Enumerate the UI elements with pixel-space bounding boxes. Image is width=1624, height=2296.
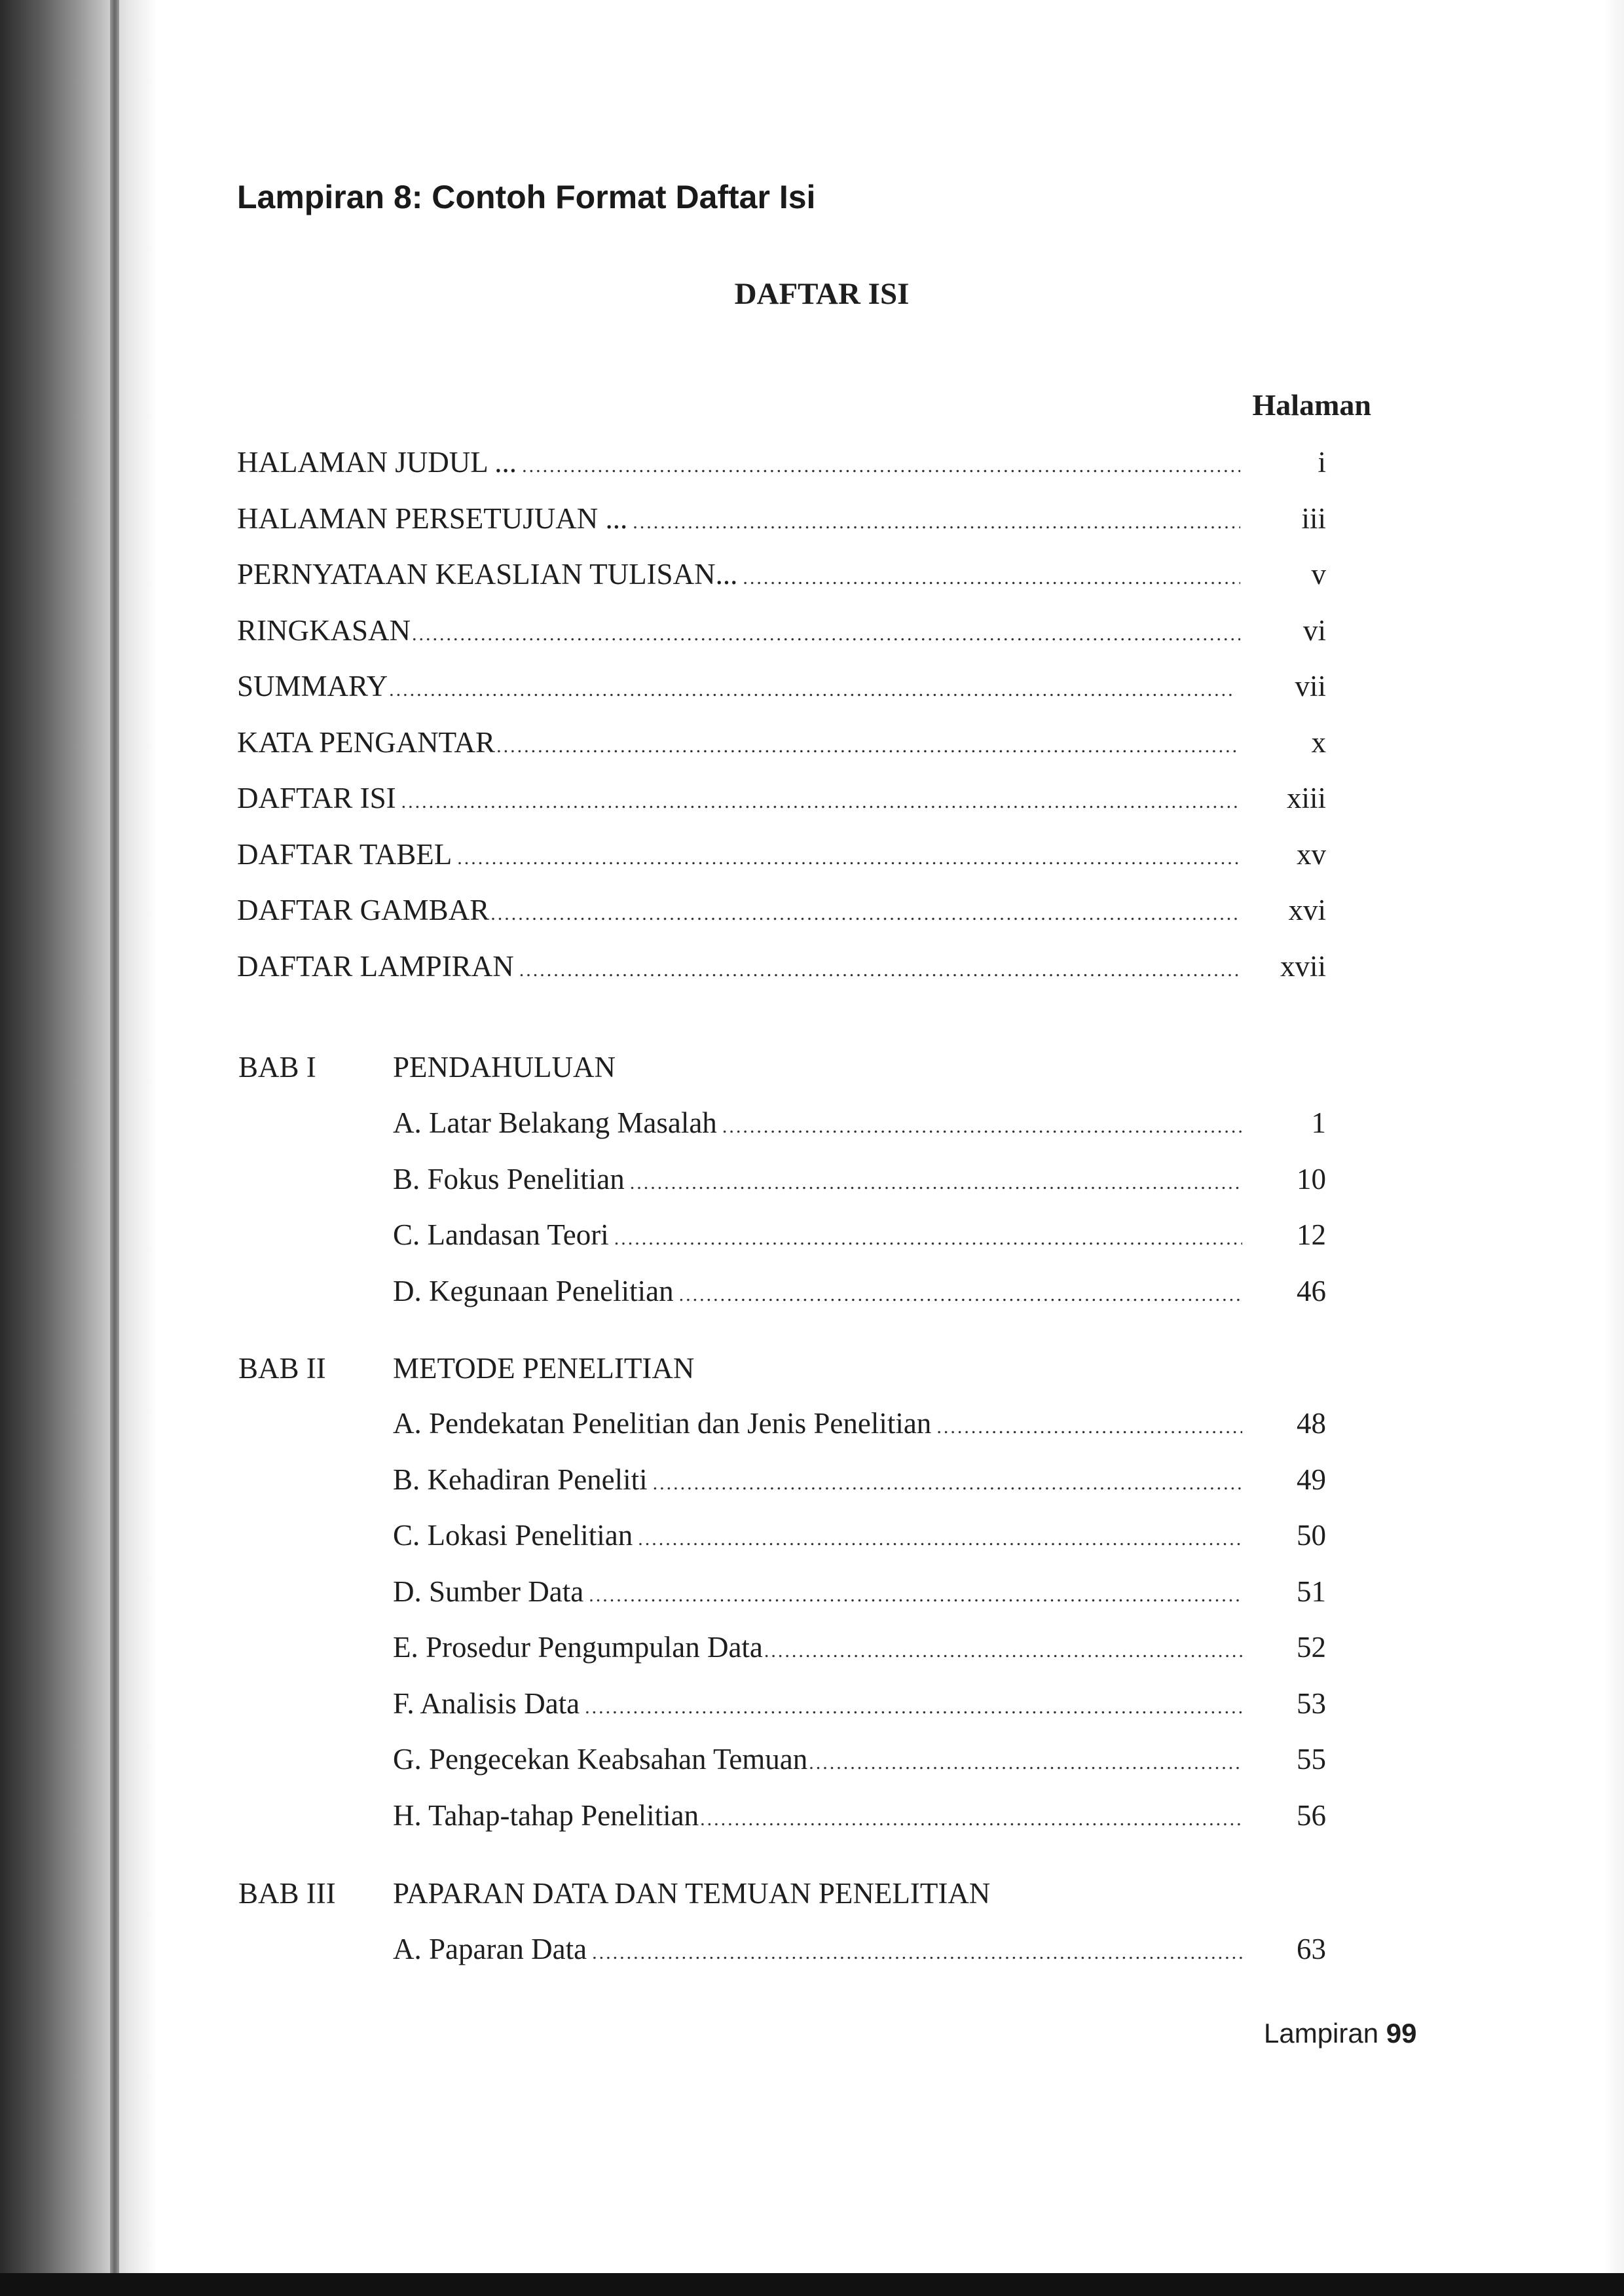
chapter-label: BAB I xyxy=(238,1051,316,1084)
toc-section xyxy=(393,1630,1247,1669)
chapter-label: BAB II xyxy=(238,1352,326,1385)
dot-leader xyxy=(809,1752,1242,1774)
toc-section xyxy=(393,1274,1247,1313)
toc-section-page: 50 xyxy=(1297,1519,1326,1552)
toc-entry-label: DAFTAR GAMBAR xyxy=(237,894,490,926)
toc-section-page: 10 xyxy=(1297,1163,1326,1195)
toc-entry-page: i xyxy=(1318,446,1326,479)
dot-leader xyxy=(638,1528,1242,1550)
toc-entry-page: xiii xyxy=(1286,782,1326,814)
toc-section-page: 12 xyxy=(1297,1218,1326,1251)
dot-leader xyxy=(592,1942,1242,1964)
toc-entry-label: KATA PENGANTAR xyxy=(237,726,496,759)
dot-leader xyxy=(633,511,1240,534)
toc-section-page: 1 xyxy=(1311,1106,1326,1139)
toc-entry-label: PERNYATAAN KEASLIAN TULISAN... xyxy=(237,558,738,591)
toc-section-label: C. Landasan Teori xyxy=(393,1218,609,1251)
toc-section-label: C. Lokasi Penelitian xyxy=(393,1519,633,1552)
toc-section-page: 48 xyxy=(1297,1407,1326,1440)
chapter-title: PAPARAN DATA DAN TEMUAN PENELITIAN xyxy=(393,1877,991,1910)
chapter-title: PENDAHULUAN xyxy=(393,1051,616,1084)
footer-label: Lampiran xyxy=(1264,2018,1379,2049)
toc-entry-label: DAFTAR TABEL xyxy=(237,838,452,871)
toc-section xyxy=(393,1575,1247,1614)
binding-shadow xyxy=(0,0,157,2296)
toc-section-label: B. Kehadiran Peneliti xyxy=(393,1463,648,1496)
toc-entry xyxy=(237,613,1246,653)
toc-section-page: 56 xyxy=(1297,1799,1326,1832)
toc-section-label: A. Latar Belakang Masalah xyxy=(393,1106,717,1139)
dot-leader xyxy=(585,1696,1242,1719)
toc-section xyxy=(393,1518,1247,1558)
toc-section-page: 46 xyxy=(1297,1275,1326,1307)
toc-entry-page: x xyxy=(1311,726,1326,759)
dot-leader xyxy=(389,679,1234,701)
toc-section-page: 55 xyxy=(1297,1743,1326,1776)
toc-section-label: B. Fokus Penelitian xyxy=(393,1163,625,1195)
toc-entry xyxy=(237,557,1246,596)
toc-entry xyxy=(237,669,1239,708)
dot-leader xyxy=(412,623,1240,646)
toc-section-label: A. Paparan Data xyxy=(393,1933,587,1965)
page-column-header: Halaman xyxy=(1252,388,1371,422)
toc-entry-label: SUMMARY xyxy=(237,670,388,702)
toc-entry xyxy=(237,781,1246,820)
toc-section-page: 52 xyxy=(1297,1631,1326,1664)
toc-section xyxy=(393,1406,1247,1446)
toc-entry-page: vii xyxy=(1295,670,1326,702)
toc-section xyxy=(393,1686,1247,1726)
toc-entry xyxy=(237,837,1246,877)
toc-entry xyxy=(237,893,1246,932)
toc-section xyxy=(393,1742,1247,1781)
dot-leader xyxy=(519,959,1240,981)
toc-entry-page: xv xyxy=(1297,838,1326,871)
dot-leader xyxy=(722,1116,1242,1138)
toc-section-page: 63 xyxy=(1297,1933,1326,1965)
toc-entry xyxy=(237,725,1246,765)
dot-leader xyxy=(522,455,1240,477)
toc-entry-label: HALAMAN JUDUL ... xyxy=(237,446,517,479)
binding-edge xyxy=(110,0,119,2296)
page-title: DAFTAR ISI xyxy=(734,277,910,311)
toc-section xyxy=(393,1463,1247,1502)
dot-leader xyxy=(589,1584,1242,1607)
dot-leader xyxy=(490,903,1240,925)
toc-entry-page: iii xyxy=(1301,502,1326,535)
toc-entry-page: xvii xyxy=(1280,950,1326,983)
toc-section xyxy=(393,1106,1247,1145)
toc-section-page: 53 xyxy=(1297,1687,1326,1720)
toc-entry-label: RINGKASAN xyxy=(237,614,411,647)
chapter-title: METODE PENELITIAN xyxy=(393,1352,695,1385)
dot-leader xyxy=(700,1808,1242,1831)
toc-section-label: E. Prosedur Pengumpulan Data xyxy=(393,1631,763,1664)
toc-section xyxy=(393,1218,1247,1257)
page-number: 99 xyxy=(1386,2018,1417,2049)
dot-leader xyxy=(401,791,1240,813)
page-footer xyxy=(1264,2018,1417,2049)
toc-entry-label: HALAMAN PERSETUJUAN ... xyxy=(237,502,628,535)
toc-entry-label: DAFTAR LAMPIRAN xyxy=(237,950,514,983)
page-edge-shade xyxy=(1604,0,1624,2296)
dot-leader xyxy=(457,847,1240,869)
toc-section-label: A. Pendekatan Penelitian dan Jenis Penelitian xyxy=(393,1407,932,1440)
toc-section-page: 49 xyxy=(1297,1463,1326,1496)
dot-leader xyxy=(630,1172,1242,1194)
toc-entry-label: DAFTAR ISI xyxy=(237,782,396,814)
toc-section xyxy=(393,1798,1247,1838)
toc-section xyxy=(393,1932,1247,1971)
toc-section-label: D. Sumber Data xyxy=(393,1575,584,1608)
chapter-label: BAB III xyxy=(238,1877,336,1910)
toc-entry xyxy=(237,949,1246,989)
toc-section-label: D. Kegunaan Penelitian xyxy=(393,1275,674,1307)
dot-leader xyxy=(743,567,1240,589)
toc-entry-page: xvi xyxy=(1288,894,1326,926)
toc-section-label: H. Tahap-tahap Penelitian xyxy=(393,1799,699,1832)
toc-entry xyxy=(237,445,1246,484)
toc-section-page: 51 xyxy=(1297,1575,1326,1608)
toc-entry-page: vi xyxy=(1302,614,1326,647)
toc-entry-page: v xyxy=(1311,558,1326,591)
scan-border xyxy=(0,2273,1624,2296)
dot-leader xyxy=(936,1416,1242,1438)
dot-leader xyxy=(653,1472,1242,1495)
toc-section-label: G. Pengecekan Keabsahan Temuan xyxy=(393,1743,808,1776)
toc-section-label: F. Analisis Data xyxy=(393,1687,580,1720)
appendix-heading: Lampiran 8: Contoh Format Daftar Isi xyxy=(237,179,816,215)
dot-leader xyxy=(764,1640,1242,1662)
dot-leader xyxy=(496,735,1240,757)
dot-leader xyxy=(614,1228,1242,1250)
dot-leader xyxy=(679,1284,1242,1306)
toc-entry xyxy=(237,501,1246,541)
toc-section xyxy=(393,1162,1247,1201)
